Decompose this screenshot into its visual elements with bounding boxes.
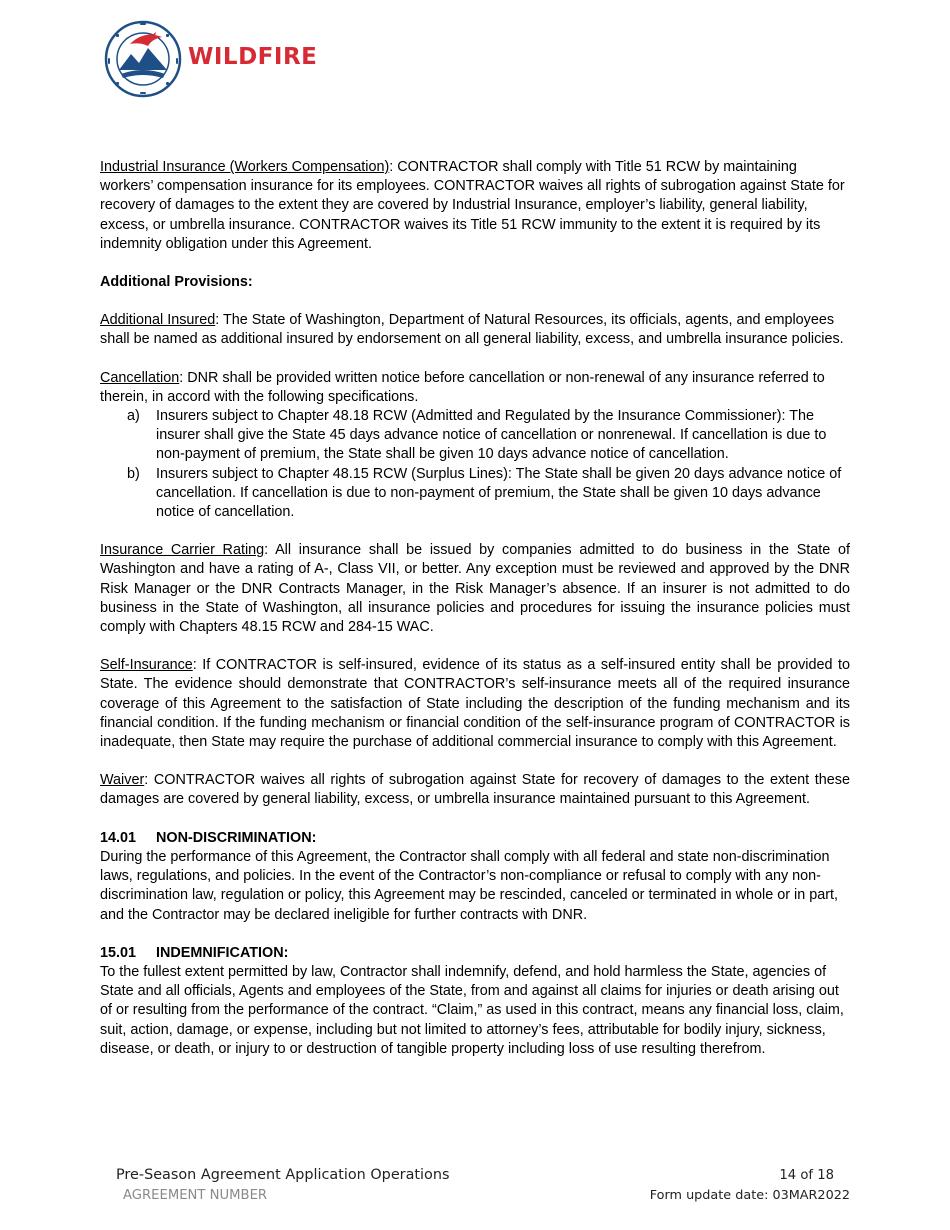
self-insurance-text: : If CONTRACTOR is self-insured, evidence of its status as a self-insured entity shall be provided to State. The evidence should demonstrate that CONTRACTOR’s self-insurance meets all of the required insurance coverage of this Agreement to the satisfaction of State including the description of the funding mechanism and its financial condition. If the funding mechanism or financial condition of the self-insurance program of CONTRACTOR is inadequate, then State may require the purchase of additional commercial insurance to comply with this Agreement.: [100, 657, 850, 751]
section-15-number: 15.01: [100, 944, 137, 961]
form-update-date: Form update date: 03MAR2022: [649, 1188, 850, 1203]
list-item: [100, 407, 850, 465]
page-number: 14 of 18: [779, 1168, 834, 1183]
waiver-text: : CONTRACTOR waives all rights of subrogation against State for recovery of damages to the extent these damages are covered by general liability, excess, or umbrella insurance maintained pursuant to this Agreement.: [100, 772, 850, 808]
section-15-text: To the fullest extent permitted by law, Contractor shall indemnify, defend, and hold harmless the State, agencies of State and all officials, Agents and employees of the State, from and against all claims for injuries or death arising out of or resulting from the performance of the contract. “Claim,” as used in this contract, means any financial loss, claim, suit, action, damage, or expense, including but not limited to attorney’s fees, attributable for bodily injury, sickness, disease, or death, or injury to or destruction of tangible property including loss of use resulting therefrom.: [100, 963, 844, 1057]
self-insurance-paragraph: [100, 656, 850, 752]
list-item-text: Insurers subject to Chapter 48.18 RCW (Admitted and Regulated by the Insurance Commissioner): The insurer shall give the State 45 days advance notice of cancellation or nonrenewal. If cancellation is due to non-payment of premium, the State shall be given 10 days advance notice of cancellation.: [156, 408, 827, 463]
section-14-heading: [100, 829, 850, 848]
cancellation-list: [100, 407, 850, 522]
cancellation-text: : DNR shall be provided written notice before cancellation or non-renewal of any insurance referred to therein, in accord with the following specifications.: [100, 369, 825, 405]
additional-insured-text: : The State of Washington, Department of Natural Resources, its officials, agents, and employees shall be named as additional insured by endorsement on all general liability, excess, and umbrella insurance policies.: [100, 312, 844, 348]
cancellation-paragraph: [100, 369, 850, 407]
self-insurance-label: Self-Insurance: [100, 657, 193, 674]
list-item-text: Insurers subject to Chapter 48.15 RCW (Surplus Lines): The State shall be given 20 days advance notice of cancellation. If cancellation is due to non-payment of premium, the State shall be given 10 days advance notice of cancellation.: [156, 465, 842, 521]
section-14-number: 14.01: [100, 829, 137, 846]
section-14-title: NON-DISCRIMINATION:: [156, 829, 317, 846]
waiver-paragraph: [100, 771, 850, 809]
dnr-seal-icon: [104, 20, 182, 98]
waiver-label: Waiver: [100, 772, 145, 789]
list-marker: b): [127, 465, 140, 482]
header-logo: [104, 20, 324, 100]
section-15-heading: [100, 944, 850, 963]
section-14-text: During the performance of this Agreement, the Contractor shall comply with all federal and state non-discrimination laws, regulations, and policies. In the event of the Contractor’s non-compliance or refusal to comply with any non-discrimination law, regulation or policy, this Agreement may be rescinded, canceled or terminated in whole or in part, and the Contractor may be declared ineligible for further contracts with DNR.: [100, 848, 839, 923]
carrier-rating-label: Insurance Carrier Rating: [100, 542, 265, 559]
cancellation-label: Cancellation: [100, 369, 180, 386]
page-footer: [0, 1160, 950, 1220]
carrier-rating-text: : All insurance shall be issued by companies admitted to do business in the State of Washington and have a rating of A-, Class VII, or better. Any exception must be reviewed and approved by the DNR Risk Manager or the DNR Contracts Manager, in the Risk Manager’s absence. If an insurer is not admitted to do business in the State of Washington, all insurance policies and procedures for issuing the insurance policies must comply with Chapters 48.15 RCW and 284-15 WAC.: [100, 542, 851, 636]
additional-insured-paragraph: [100, 311, 850, 349]
section-15-title: INDEMNIFICATION:: [156, 944, 289, 961]
industrial-insurance-paragraph: [100, 158, 850, 254]
industrial-insurance-text: : CONTRACTOR shall comply with Title 51 RCW by maintaining workers’ compensation insurance for its employees. CONTRACTOR waives all rights of subrogation against State for recovery of damages to the extent they are covered by Industrial Insurance, employer’s liability, general liability, excess, or umbrella insurance. CONTRACTOR waives its Title 51 RCW immunity to the extent it is required by its indemnity obligation under this Agreement.: [100, 159, 845, 252]
agreement-number-field: AGREEMENT NUMBER: [123, 1188, 268, 1203]
carrier-rating-paragraph: [100, 541, 850, 637]
industrial-insurance-label: Industrial Insurance (Workers Compensation): [100, 159, 390, 175]
document-body: [100, 158, 850, 1078]
additional-provisions-heading: Additional Provisions:: [100, 274, 253, 291]
list-marker: a): [127, 408, 140, 425]
additional-insured-label: Additional Insured: [100, 312, 216, 329]
footer-title: Pre-Season Agreement Application Operations: [116, 1167, 450, 1183]
wildfire-logo-text: WILDFIRE: [188, 44, 318, 70]
list-item: [100, 465, 850, 523]
